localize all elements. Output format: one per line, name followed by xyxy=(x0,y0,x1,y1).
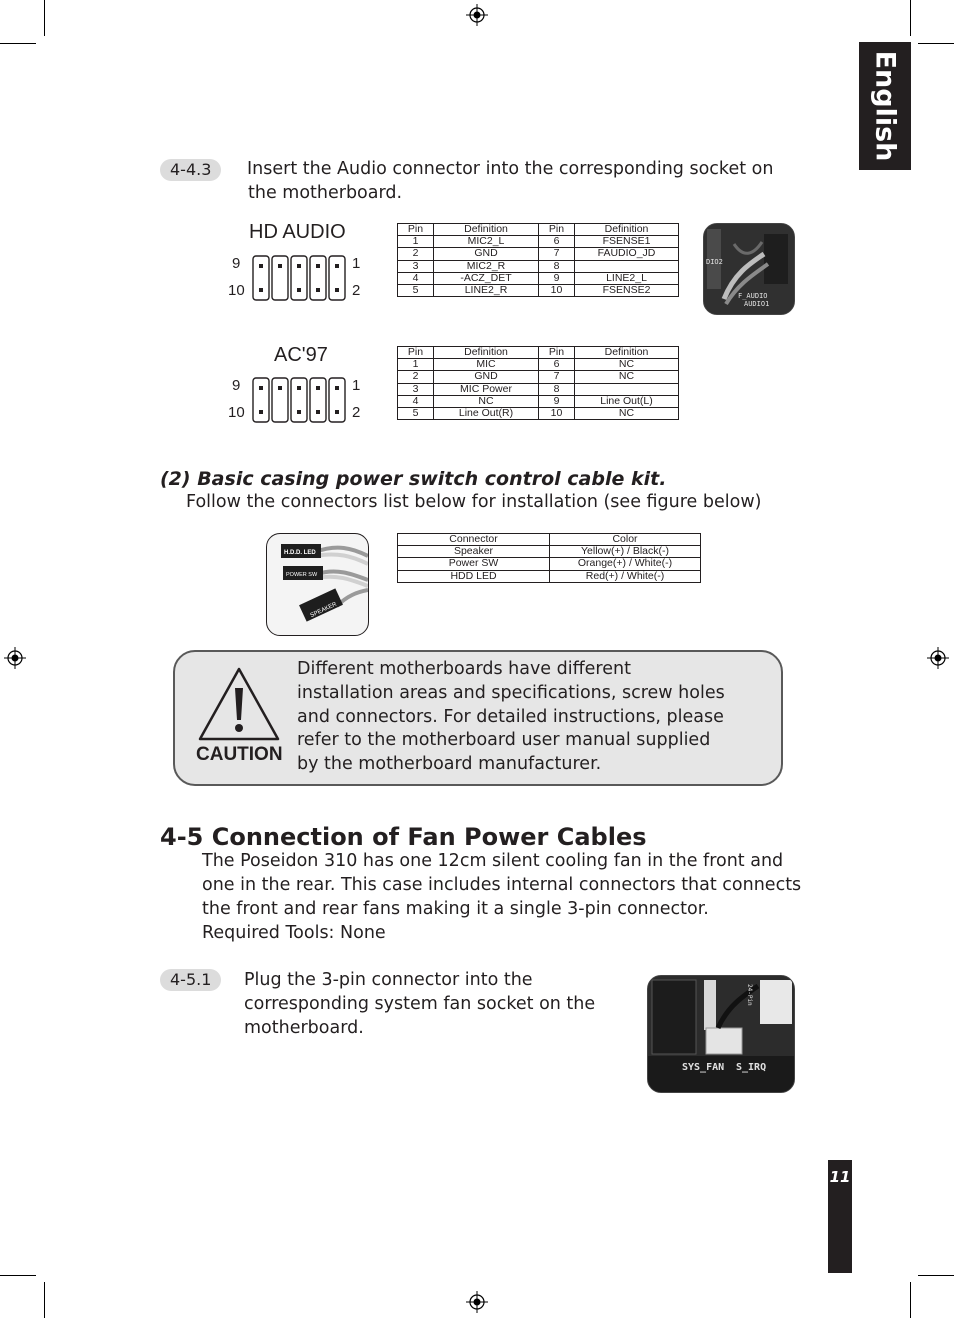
pin-label: 10 xyxy=(228,282,245,299)
table-cell: -ACZ_DET xyxy=(434,272,539,284)
table-row xyxy=(398,408,679,420)
pin-label: 9 xyxy=(232,255,241,272)
table-cell: 4 xyxy=(398,272,434,284)
photo-label: AUDIO1 xyxy=(744,300,770,308)
table-cell: 9 xyxy=(539,395,575,407)
table-cell: 10 xyxy=(539,408,575,420)
table-cell: NC xyxy=(575,359,679,371)
table-row xyxy=(398,260,679,272)
motherboard-audio-photo-graphic xyxy=(704,224,794,314)
registration-mark-icon xyxy=(4,647,26,669)
crop-mark xyxy=(918,1275,954,1276)
table-cell xyxy=(575,383,679,395)
table-cell: GND xyxy=(434,371,539,383)
pin-label: 2 xyxy=(352,404,361,421)
hd-audio-connector-photo xyxy=(703,223,795,315)
table-cell: 5 xyxy=(398,408,434,420)
table-cell: 2 xyxy=(398,371,434,383)
switch-kit-heading: (2) Basic casing power switch control cable kit. xyxy=(160,468,667,490)
section-text-line: Required Tools: None xyxy=(202,923,386,943)
table-row xyxy=(398,558,701,570)
caution-text-line: refer to the motherboard user manual supplied xyxy=(297,730,711,750)
table-cell: 5 xyxy=(398,285,434,297)
table-cell: 7 xyxy=(539,248,575,260)
table-cell: 1 xyxy=(398,236,434,248)
table-cell: LINE2_L xyxy=(575,272,679,284)
switch-cable-photo xyxy=(266,533,369,636)
caution-text-line: Different motherboards have different xyxy=(297,659,631,679)
table-header: Color xyxy=(550,534,701,546)
page-number: 11 xyxy=(829,1168,851,1186)
switch-kit-table xyxy=(397,533,701,583)
table-header-row xyxy=(398,534,701,546)
photo-label: 24-Pin xyxy=(746,984,753,1006)
table-cell: 7 xyxy=(539,371,575,383)
pin-label: 9 xyxy=(232,377,241,394)
table-cell: MIC2_R xyxy=(434,260,539,272)
table-cell: MIC xyxy=(434,359,539,371)
ac97-pin-table xyxy=(397,346,679,420)
table-header: Definition xyxy=(434,224,539,236)
hd-audio-title: HD AUDIO xyxy=(249,221,346,243)
crop-mark xyxy=(0,1275,36,1276)
table-cell: MIC Power xyxy=(434,383,539,395)
photo-label: S_IRQ xyxy=(736,1062,767,1073)
step-443-text-line1: Insert the Audio connector into the corresponding socket on xyxy=(247,159,774,179)
table-header-row xyxy=(398,347,679,359)
section-text-line: one in the rear. This case includes internal connectors that connects xyxy=(202,875,802,895)
caution-text-line: installation areas and specifications, screw holes xyxy=(297,683,725,703)
table-cell: Red(+) / White(-) xyxy=(550,570,701,582)
table-row xyxy=(398,248,679,260)
step-443-text-line2: the motherboard. xyxy=(248,183,403,203)
table-cell: 3 xyxy=(398,383,434,395)
pin-label: 1 xyxy=(352,377,361,394)
table-header: Definition xyxy=(575,347,679,359)
language-tab xyxy=(859,42,911,170)
table-cell: MIC2_L xyxy=(434,236,539,248)
caution-text-line: by the motherboard manufacturer. xyxy=(297,754,602,774)
table-cell: LINE2_R xyxy=(434,285,539,297)
table-cell: 10 xyxy=(539,285,575,297)
table-header: Pin xyxy=(398,224,434,236)
page-number-tab xyxy=(828,1160,852,1273)
table-row xyxy=(398,383,679,395)
step-number-443: 4-4.3 xyxy=(160,159,221,181)
crop-mark xyxy=(0,43,36,44)
table-header: Definition xyxy=(575,224,679,236)
table-cell: 9 xyxy=(539,272,575,284)
hd-audio-pin-table xyxy=(397,223,679,297)
table-header-row xyxy=(398,224,679,236)
table-cell: Speaker xyxy=(398,546,550,558)
table-cell: 8 xyxy=(539,260,575,272)
caution-box xyxy=(173,650,783,786)
table-row xyxy=(398,272,679,284)
table-header: Pin xyxy=(398,347,434,359)
registration-mark-icon xyxy=(466,4,488,26)
table-cell: 2 xyxy=(398,248,434,260)
crop-mark xyxy=(44,0,45,36)
ac97-pin-header-diagram xyxy=(252,377,346,423)
table-cell: 4 xyxy=(398,395,434,407)
table-header: Pin xyxy=(539,347,575,359)
table-row xyxy=(398,395,679,407)
photo-label: H.D.D. LED xyxy=(284,550,316,556)
switch-cable-photo-graphic xyxy=(267,534,368,635)
table-cell xyxy=(575,260,679,272)
table-cell: Line Out(R) xyxy=(434,408,539,420)
photo-label: SPEAKER xyxy=(309,601,338,620)
section-text-line: The Poseidon 310 has one 12cm silent cooling fan in the front and xyxy=(202,851,784,871)
table-cell: Orange(+) / White(-) xyxy=(550,558,701,570)
table-cell: 8 xyxy=(539,383,575,395)
section-text-line: the front and rear fans making it a single 3-pin connector. xyxy=(202,899,709,919)
table-row xyxy=(398,570,701,582)
table-row xyxy=(398,546,701,558)
table-cell: 3 xyxy=(398,260,434,272)
crop-mark xyxy=(910,0,911,36)
step-451-text-line: motherboard. xyxy=(244,1018,364,1038)
caution-text-line: and connectors. For detailed instructions, please xyxy=(297,707,724,727)
table-header: Pin xyxy=(539,224,575,236)
crop-mark xyxy=(910,1282,911,1318)
table-cell: NC xyxy=(575,371,679,383)
table-cell: GND xyxy=(434,248,539,260)
hd-audio-pin-header-diagram xyxy=(252,255,346,301)
photo-label: SYS_FAN xyxy=(682,1062,725,1073)
crop-mark xyxy=(918,43,954,44)
pin-label: 1 xyxy=(352,255,361,272)
table-cell: 6 xyxy=(539,236,575,248)
step-451-text-line: corresponding system fan socket on the xyxy=(244,994,596,1014)
step-number-451: 4-5.1 xyxy=(160,969,221,991)
table-cell: HDD LED xyxy=(398,570,550,582)
table-cell: Yellow(+) / Black(-) xyxy=(550,546,701,558)
section-heading: 4-5 Connection of Fan Power Cables xyxy=(160,823,647,851)
table-row xyxy=(398,285,679,297)
table-cell: Line Out(L) xyxy=(575,395,679,407)
registration-mark-icon xyxy=(927,647,949,669)
table-cell: NC xyxy=(575,408,679,420)
table-header: Connector xyxy=(398,534,550,546)
table-row xyxy=(398,371,679,383)
table-cell: FSENSE1 xyxy=(575,236,679,248)
caution-label: CAUTION xyxy=(196,744,283,765)
registration-mark-icon xyxy=(466,1291,488,1313)
table-cell: FSENSE2 xyxy=(575,285,679,297)
table-cell: 1 xyxy=(398,359,434,371)
caution-warning-icon xyxy=(197,666,281,742)
crop-mark xyxy=(44,1282,45,1318)
table-row xyxy=(398,236,679,248)
photo-label: F_AUDIO xyxy=(738,292,768,300)
table-cell: 6 xyxy=(539,359,575,371)
table-row xyxy=(398,359,679,371)
table-header: Definition xyxy=(434,347,539,359)
ac97-title: AC'97 xyxy=(274,344,328,366)
pin-label: 2 xyxy=(352,282,361,299)
table-cell: FAUDIO_JD xyxy=(575,248,679,260)
switch-kit-subtext: Follow the connectors list below for installation (see figure below) xyxy=(186,492,762,512)
language-tab-label: English xyxy=(869,50,901,162)
fan-connector-photo xyxy=(647,975,795,1093)
step-451-text-line: Plug the 3-pin connector into the xyxy=(244,970,533,990)
fan-connector-photo-graphic xyxy=(648,976,794,1092)
table-cell: Power SW xyxy=(398,558,550,570)
table-cell: NC xyxy=(434,395,539,407)
photo-label: POWER SW xyxy=(286,572,318,578)
photo-label: DIO2 xyxy=(706,258,723,266)
pin-label: 10 xyxy=(228,404,245,421)
